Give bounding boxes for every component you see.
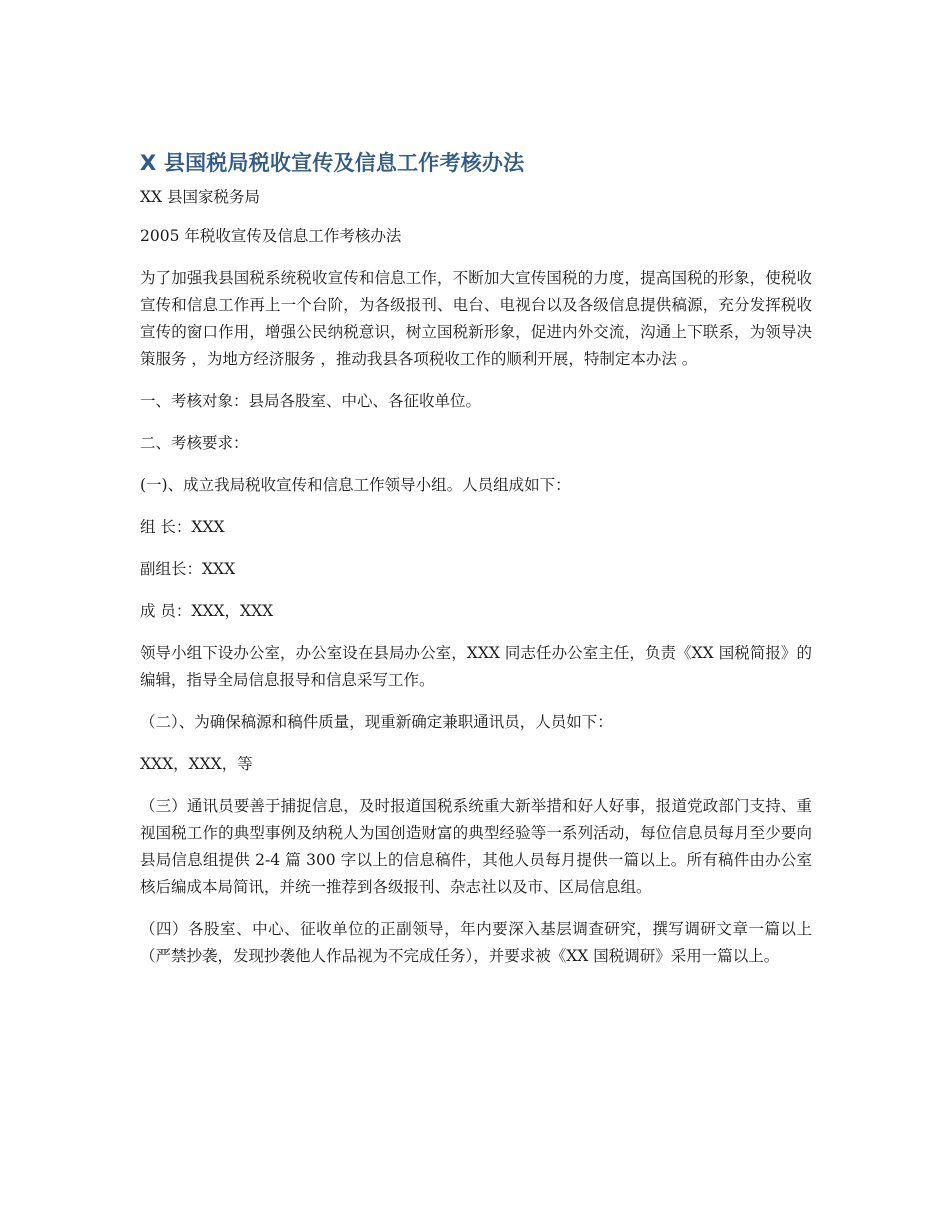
deputy-leader-line: 副组长：XXX bbox=[140, 560, 236, 578]
item-2-correspondents: （二）、为确保稿源和稿件质量，现重新确定兼职通讯员，人员如下： bbox=[140, 713, 613, 731]
item-3-correspondent-duties: （三）通讯员要善于捕捉信息，及时报道国税系统重大新举措和好人好事，报道党政部门支持、重视国税工作的典型事例及纳税人为国创造财富的典型经验等一系列活动，每位信息员每月至少要向县局信息组提供 2-4 篇 300 字以上的信息稿件，其他人员每月提供一篇以上。所有稿件由办公室核后编成本局简讯，并统一推荐到各级报刊、杂志社以及市、区局信息组。 bbox=[140, 797, 812, 896]
section-assessment-requirements: 二、考核要求： bbox=[140, 434, 249, 452]
office-paragraph: 领导小组下设办公室，办公室设在县局办公室，XXX 同志任办公室主任，负责《XX 国税简报》的编辑，指导全局信息报导和信息采写工作。 bbox=[140, 644, 812, 689]
document-title: X 县国税局税收宣传及信息工作考核办法 bbox=[140, 151, 525, 175]
intro-paragraph: 为了加强我县国税系统税收宣传和信息工作，不断加大宣传国税的力度，提高国税的形象，使税收宣传和信息工作再上一个台阶，为各级报刊、电台、电视台以及各级信息提供稿源，充分发挥税收宣传的窗口作用，增强公民纳税意识，树立国税新形象，促进内外交流，沟通上下联系，为领导决策服务 ，为地方经济服务 ，推动我县各项税收工作的顺利开展，特制定本办法 。 bbox=[140, 269, 812, 368]
item-4-leadership-research: （四）各股室、中心、征收单位的正副领导，年内要深入基层调查研究，撰写调研文章一篇以上（严禁抄袭，发现抄袭他人作品视为不完成任务），并要求被《XX 国税调研》采用一篇以上。 bbox=[140, 920, 812, 965]
item-1-leadership-group: (一)、成立我局税收宣传和信息工作领导小组。人员组成如下： bbox=[140, 476, 571, 494]
issuer-line: XX 县国家税务局 bbox=[140, 188, 260, 206]
document-page bbox=[140, 148, 812, 985]
section-assessment-target: 一、考核对象：县局各股室、中心、各征收单位。 bbox=[140, 392, 482, 410]
group-leader-line: 组 长：XXX bbox=[140, 518, 225, 536]
members-line: 成 员：XXX，XXX bbox=[140, 602, 274, 620]
subtitle-line: 2005 年税收宣传及信息工作考核办法 bbox=[140, 227, 402, 245]
correspondents-list: XXX，XXX，等 bbox=[140, 755, 253, 773]
